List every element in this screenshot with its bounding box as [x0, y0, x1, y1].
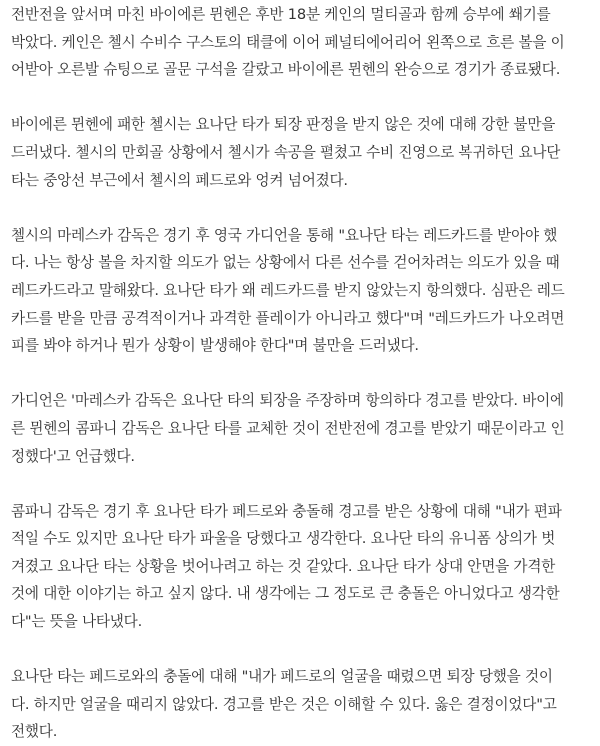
text-line: 다. 나는 항상 볼을 차지할 의도가 없는 상황에서 다른 선수를 걷어차려는 의도가 있을 때: [11, 254, 560, 272]
text-line: 른 뮌헨의 콤파니 감독은 요나단 타를 교체한 것이 전반전에 경고를 받았기 때문이라고 인: [11, 419, 565, 437]
text-line: 어받아 오른발 슈팅으로 골문 구석을 갈랐고 바이에른 뮌헨의 완승으로 경기가 종료됐다.: [11, 61, 561, 79]
text-line: 박았다. 케인은 첼시 수비수 구스토의 태클에 이어 페널티에어리어 왼쪽으로 흐른 볼을 이: [11, 33, 565, 51]
paragraph-5: [11, 498, 590, 636]
text-line: 겨졌고 요나단 타는 상황을 벗어나려고 하는 것 같았다. 요나단 타가 상대 안면을 가격한: [11, 557, 556, 575]
text-line: 카드를 받을 만큼 공격적이거나 과격한 플레이가 아니라고 했다"며 "레드카드가 나오려면: [11, 309, 565, 327]
text-line: 전반전을 앞서며 마친 바이에른 뮌헨은 후반 18분 케인의 멀티골과 함께 승부에 쐐기를: [11, 6, 551, 23]
text-line: 적일 수도 있지만 요나단 타가 파울을 당했다고 생각한다. 요나단 타의 유니폼 상의가 벗: [11, 530, 556, 548]
paragraph-2: [11, 111, 590, 194]
paragraph-1: [11, 1, 590, 84]
text-line: 첼시의 마레스카 감독은 경기 후 영국 가디언을 통해 "요나단 타는 레드카드를 받아야 했: [11, 226, 558, 244]
text-line: 바이에른 뮌헨에 패한 첼시는 요나단 타가 퇴장 판정을 받지 않은 것에 대해 강한 불만을: [11, 116, 556, 134]
text-line: 레드카드라고 말해왔다. 요나단 타가 왜 레드카드를 받지 않았는지 항의했다. 심판은 레드: [11, 281, 565, 299]
text-line: 다. 하지만 얼굴을 때리지 않았다. 경고를 받은 것은 이해할 수 있다. 옳은 결정이었다"고: [11, 695, 557, 713]
text-line: 피를 봐야 하거나 뭔가 상황이 발생해야 한다"며 불만을 드러냈다.: [11, 337, 419, 355]
text-line: 다"는 뜻을 나타냈다.: [11, 613, 143, 631]
paragraph-gap: [11, 194, 590, 222]
text-line: 가디언은 '마레스카 감독은 요나단 타의 퇴장을 주장하며 항의하다 경고를 받았다. 바이에: [11, 392, 564, 410]
text-line: 전했다.: [11, 723, 58, 741]
paragraph-3: [11, 222, 590, 360]
paragraph-6: [11, 663, 590, 746]
text-line: 것에 대한 이야기는 하고 싶지 않다. 내 생각에는 그 정도로 큰 충돌은 아니었다고 생각한: [11, 585, 560, 603]
paragraph-gap: [11, 84, 590, 112]
paragraph-gap: [11, 470, 590, 498]
paragraph-gap: [11, 636, 590, 664]
text-line: 드러냈다. 첼시의 만회골 상황에서 첼시가 속공을 펼쳤고 수비 진영으로 복귀하던 요나단: [11, 143, 561, 161]
paragraph-gap: [11, 360, 590, 388]
paragraph-4: [11, 387, 590, 470]
text-line: 정했다'고 언급했다.: [11, 447, 135, 465]
text-line: 타는 중앙선 부근에서 첼시의 페드로와 엉켜 넘어졌다.: [11, 171, 348, 189]
text-line: 요나단 타는 페드로와의 충돌에 대해 "내가 페드로의 얼굴을 때렸으면 퇴장 당했을 것이: [11, 668, 553, 686]
text-line: 콤파니 감독은 경기 후 요나단 타가 페드로와 충돌해 경고를 받은 상황에 대해 "내가 편파: [11, 502, 562, 520]
